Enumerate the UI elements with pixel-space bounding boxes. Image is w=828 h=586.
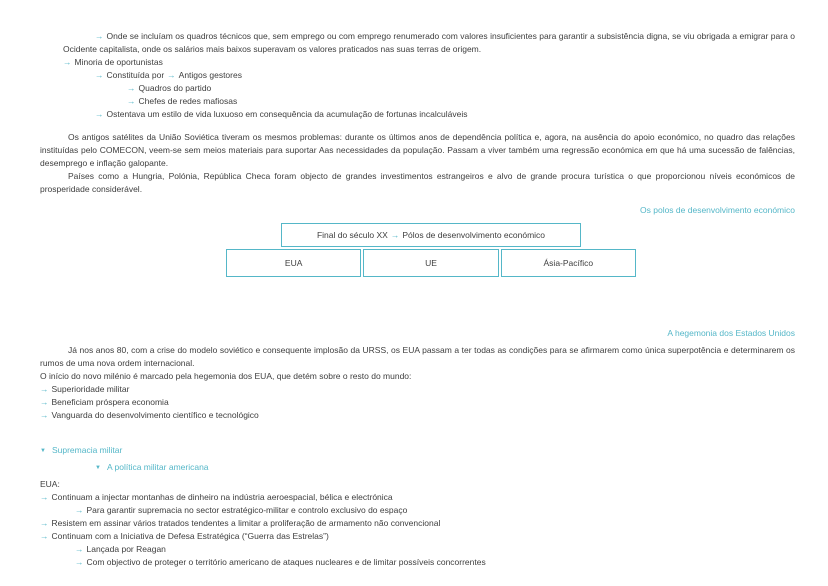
bullet-item xyxy=(75,543,795,556)
arrow-icon: → xyxy=(40,531,49,541)
bullet-item xyxy=(63,30,795,56)
bullet-text: Constituída por xyxy=(106,70,165,80)
bullet-item xyxy=(63,56,795,69)
bullet-item xyxy=(95,108,795,121)
arrow-icon: → xyxy=(75,557,84,567)
arrow-icon: → xyxy=(75,505,84,515)
bullet-item xyxy=(40,383,795,396)
arrow-icon: → xyxy=(40,492,49,502)
bullet-text: Onde se incluíam os quadros técnicos que, sem emprego ou com emprego renumerado com valores insuficientes para garantir a subsistência digna, se viu obrigada a emigrar para o Ocidente capitalista, onde os salários mais baixos superavam os valores praticados nas suas terras de origem. xyxy=(63,31,795,54)
bullet-item xyxy=(95,69,795,82)
arrow-icon: → xyxy=(40,410,49,420)
diagram-header-box xyxy=(281,223,581,247)
bullet-text: Continuam a injectar montanhas de dinheiro na indústria aeroespacial, bélica e electrónica xyxy=(51,492,393,502)
bullet-text: Resistem em assinar vários tratados tendentes a limitar a proliferação de armamento não convencional xyxy=(51,518,441,528)
bullet-text: Lançada por Reagan xyxy=(86,544,166,554)
arrow-icon: → xyxy=(95,31,104,41)
diagram-header-text: Final do século XX xyxy=(316,230,388,240)
bullet-item xyxy=(75,556,795,569)
bullet-item xyxy=(40,491,795,504)
bullet-item xyxy=(40,517,795,530)
diagram-box-ue: UE xyxy=(363,249,498,277)
bullet-text: Antigos gestores xyxy=(178,70,242,80)
diagram-box-eua: EUA xyxy=(226,249,361,277)
section-heading-hegemonia: A hegemonia dos Estados Unidos xyxy=(667,328,795,338)
arrow-icon: → xyxy=(95,109,104,119)
triangle-bullet-icon: ▼ xyxy=(40,448,46,454)
diagram-boxes-row xyxy=(226,249,636,277)
bullet-text: Com objectivo de proteger o território americano de ataques nucleares e de limitar possíveis concorrentes xyxy=(86,557,486,567)
bullet-item xyxy=(40,530,795,543)
bullet-text: Continuam com a Iniciativa de Defesa Estratégica (“Guerra das Estrelas”) xyxy=(51,531,329,541)
eua-label: EUA: xyxy=(40,479,60,489)
arrow-icon: → xyxy=(390,230,400,240)
arrow-icon: → xyxy=(75,544,84,554)
arrow-icon: → xyxy=(167,70,176,80)
heading-text: Supremacia militar xyxy=(51,445,123,455)
arrow-icon: → xyxy=(95,70,104,80)
bullet-text: Ostentava um estilo de vida luxuoso em consequência da acumulação de fortunas incalculáveis xyxy=(106,109,468,119)
bullet-item xyxy=(75,504,795,517)
bullet-text: Vanguarda do desenvolvimento científico e tecnológico xyxy=(51,410,259,420)
arrow-icon: → xyxy=(127,96,136,106)
bullet-text: Minoria de oportunistas xyxy=(74,57,163,67)
bullet-item xyxy=(40,396,795,409)
arrow-icon: → xyxy=(127,83,136,93)
diagram-header-text: Pólos de desenvolvimento económico xyxy=(402,230,546,240)
arrow-icon: → xyxy=(40,384,49,394)
paragraph-countries: Países como a Hungria, Polónia, República Checa foram objecto de grandes investimentos estrangeiros e alvo de grande procura turística o que proporcionou níveis económicos de prosperidade considerável. xyxy=(40,171,795,194)
bullet-item xyxy=(127,95,795,108)
bullet-item xyxy=(127,82,795,95)
paragraph-novo-milenio: O início do novo milénio é marcado pela hegemonia dos EUA, que detém sobre o resto do mundo: xyxy=(40,371,412,381)
section-heading-polos: Os polos de desenvolvimento económico xyxy=(640,205,795,215)
bullet-text: Para garantir supremacia no sector estratégico-militar e controlo exclusivo do espaço xyxy=(86,505,408,515)
arrow-icon: → xyxy=(40,518,49,528)
arrow-icon: → xyxy=(63,57,72,67)
bullet-item xyxy=(40,409,795,422)
heading-politica-militar xyxy=(95,461,795,476)
bullet-text: Beneficiam próspera economia xyxy=(51,397,169,407)
heading-text: A política militar americana xyxy=(106,462,209,472)
heading-supremacia-militar xyxy=(40,444,795,459)
bullet-text: Quadros do partido xyxy=(138,83,212,93)
development-poles-diagram xyxy=(226,223,636,277)
paragraph-soviet-satellites: Os antigos satélites da União Soviética tiveram os mesmos problemas: durante os últimos anos de dependência política e, agora, na ausência do apoio económico, no quadro das relações instituídas pelo COMECON, veem-se sem meios materiais para suportar Aas necessidades da população. Passam a viver também uma regressão económica em que há uma sucessão de falências, desemprego e inflação galopante. xyxy=(40,132,795,168)
diagram-box-asia-pacifico: Ásia-Pacífico xyxy=(501,249,636,277)
bullet-text: Superioridade militar xyxy=(51,384,130,394)
triangle-bullet-icon: ▼ xyxy=(95,465,101,471)
arrow-icon: → xyxy=(40,397,49,407)
bullet-text: Chefes de redes mafiosas xyxy=(138,96,238,106)
paragraph-anos-80: Já nos anos 80, com a crise do modelo soviético e consequente implosão da URSS, os EUA passam a ter todas as condições para se afirmarem como única superpotência e determinarem os rumos de uma nova ordem internacional. xyxy=(40,345,795,368)
